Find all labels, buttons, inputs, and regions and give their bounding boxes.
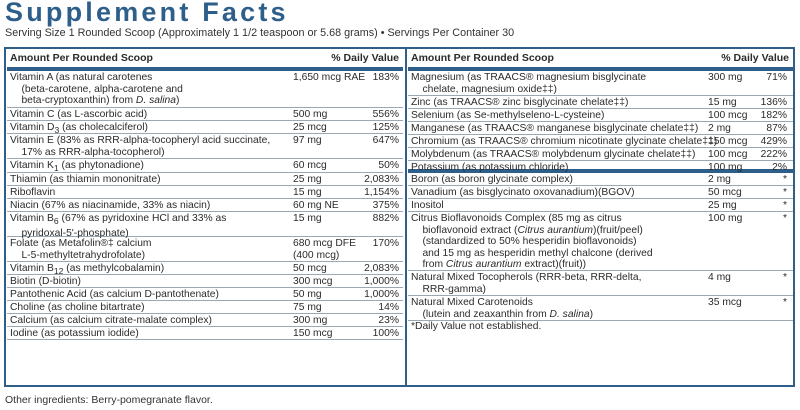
nutrient-name: Boron (as boron glycinate complex) <box>411 174 573 185</box>
nutrient-name: Folate (as Metafolin®‡ calcium L-5-methyltetrahydrofolate) <box>10 238 152 261</box>
nutrient-amount: 2 mg <box>708 123 731 134</box>
nutrient-amount: 97 mg <box>293 135 322 146</box>
nutrient-daily-value: * <box>782 187 787 198</box>
nutrient-amount: 50 mg <box>293 289 322 300</box>
mineral-row <box>408 148 793 161</box>
nutrient-name: Magnesium (as TRAACS® magnesium bisglycinate chelate, magnesium oxide‡‡) <box>411 72 647 95</box>
nutrient-amount: 50 mcg <box>708 187 742 198</box>
left-column <box>7 49 403 340</box>
nutrient-daily-value: 556% <box>372 109 399 120</box>
nutrient-name: Biotin (D-biotin) <box>10 276 81 287</box>
nutrient-amount: 15 mg <box>293 187 322 198</box>
nutrient-daily-value: 1,000% <box>364 289 399 300</box>
nutrient-amount: 25 mg <box>293 174 322 185</box>
nutrient-name: Manganese (as TRAACS® manganese bisglycinate chelate‡‡) <box>411 123 699 134</box>
nutrient-name: Vitamin E (83% as RRR-alpha-tocopheryl acid succinate, 17% as RRR-alpha-tocopherol) <box>10 135 271 158</box>
left-nutrient-row <box>7 314 403 327</box>
nutrient-daily-value: 182% <box>760 110 787 121</box>
nutrient-amount: 300 mg <box>708 72 743 83</box>
left-nutrient-row <box>7 301 403 314</box>
left-nutrient-row <box>7 159 403 173</box>
nutrient-daily-value: 2,083% <box>364 174 399 185</box>
nutrient-daily-value: 170% <box>372 238 399 249</box>
right-header <box>408 49 793 71</box>
amount-header: Amount Per Rounded Scoop <box>411 52 554 64</box>
nutrient-amount: 150 mcg <box>293 328 333 339</box>
nutrient-name: Citrus Bioflavonoids Complex (85 mg as citrus bioflavonoid extract (Citrus aurantium)(fruit/peel) (standardized to 50% hesperidin bioflavonoids) and 15 mg as hesperidin methyl chalcone (derived from Citrus aurantium extract)(fruit)) <box>411 213 653 270</box>
nutrient-amount: 15 mg <box>293 213 322 224</box>
nutrient-name: Zinc (as TRAACS® zinc bisglycinate chelate‡‡) <box>411 97 629 108</box>
nutrient-name: Vitamin $B_6$ (67% as pyridoxine HCl and 33% as pyridoxal-5'-phosphate) <box>10 213 227 239</box>
left-nutrient-row <box>7 262 403 275</box>
nutrient-daily-value: 1,154% <box>364 187 399 198</box>
nutrient-daily-value: 222% <box>760 149 787 160</box>
footnote: *Daily Value not established. <box>411 321 542 332</box>
nutrient-daily-value: 647% <box>372 135 399 146</box>
nutrient-amount: 100 mg <box>708 162 743 173</box>
left-nutrient-row <box>7 199 403 212</box>
nutrient-amount: 60 mcg <box>293 160 327 171</box>
nutrient-daily-value: 14% <box>378 302 399 313</box>
left-nutrient-row <box>7 237 403 262</box>
supplement-facts-panel <box>4 47 795 387</box>
left-header <box>7 49 403 71</box>
left-nutrient-row <box>7 121 403 134</box>
nutrient-name: Vitamin $D_3$ (as cholecalciferol) <box>10 122 148 136</box>
nutrient-name: Vitamin $B_{12}$ (as methylcobalamin) <box>10 263 165 277</box>
nutrient-daily-value: 50% <box>378 160 399 171</box>
nutrient-amount: 25 mcg <box>293 122 327 133</box>
other-ingredients: Other ingredients: Berry-pomegranate flavor. <box>5 394 213 406</box>
serving-info: Serving Size 1 Rounded Scoop (Approximately 1 1/2 teaspoon or 5.68 grams) • Servings Per Container 30 <box>5 27 515 39</box>
mineral-row <box>408 71 793 96</box>
nutrient-amount: 2 mg <box>708 174 731 185</box>
nutrient-daily-value: * <box>782 174 787 185</box>
nutrient-daily-value: 23% <box>378 315 399 326</box>
nutrient-daily-value: 375% <box>372 200 399 211</box>
left-nutrient-row <box>7 108 403 121</box>
nutrient-amount: 100 mcg <box>708 149 748 160</box>
nutrient-amount: 100 mcg <box>708 110 748 121</box>
left-nutrient-row <box>7 327 403 340</box>
nutrient-name: Thiamin (as thiamin mononitrate) <box>10 174 161 185</box>
nutrient-name: Riboflavin <box>10 187 56 198</box>
nutrient-amount: 500 mg <box>293 109 328 120</box>
nutrient-amount: 300 mcg <box>293 276 333 287</box>
nutrient-amount: 4 mg <box>708 272 731 283</box>
nutrient-daily-value: 2% <box>772 162 787 173</box>
right-column <box>408 49 793 337</box>
nutrient-daily-value: 1,000% <box>364 276 399 287</box>
nutrient-daily-value: 125% <box>372 122 399 133</box>
other-nutrient-row <box>408 271 793 296</box>
nutrient-name: Chromium (as TRAACS® chromium nicotinate glycinate chelate‡‡) <box>411 136 718 147</box>
nutrient-name: Natural Mixed Tocopherols (RRR-beta, RRR-delta, RRR-gamma) <box>411 272 642 295</box>
nutrient-daily-value: 87% <box>766 123 787 134</box>
nutrient-amount: 680 mcg DFE (400 mcg) <box>293 238 356 261</box>
nutrient-daily-value: 183% <box>372 72 399 83</box>
nutrient-name: Vitamin C (as L-ascorbic acid) <box>10 109 148 120</box>
nutrient-amount: 150 mcg <box>708 136 748 147</box>
nutrient-name: Choline (as choline bitartrate) <box>10 302 145 313</box>
nutrient-daily-value: * <box>782 200 787 211</box>
other-nutrient-row <box>408 173 793 186</box>
nutrient-name: Vitamin A (as natural carotenes (beta-carotene, alpha-carotene and beta-cryptoxanthin) from D. salina) <box>10 72 183 106</box>
nutrient-name: Natural Mixed Carotenoids (lutein and zeaxanthin from D. salina) <box>411 297 594 320</box>
daily-value-header: % Daily Value <box>331 52 399 64</box>
nutrient-amount: 300 mg <box>293 315 328 326</box>
other-nutrient-row <box>408 186 793 199</box>
nutrient-daily-value: * <box>782 297 787 308</box>
mineral-row <box>408 161 793 173</box>
nutrient-amount: 100 mg <box>708 213 743 224</box>
mineral-row <box>408 122 793 135</box>
nutrient-amount: 50 mcg <box>293 263 327 274</box>
nutrient-daily-value: 429% <box>760 136 787 147</box>
mineral-row <box>408 135 793 148</box>
nutrient-name: Vanadium (as bisglycinato oxovanadium)(BGOV) <box>411 187 635 198</box>
nutrient-amount: 35 mcg <box>708 297 742 308</box>
mineral-row <box>408 96 793 109</box>
left-nutrient-row <box>7 173 403 186</box>
nutrient-amount: 1,650 mcg RAE <box>293 72 366 83</box>
nutrient-name: Niacin (67% as niacinamide, 33% as niacin) <box>10 200 211 211</box>
nutrient-name: Inositol <box>411 200 444 211</box>
other-nutrient-row <box>408 199 793 212</box>
daily-value-header: % Daily Value <box>721 52 789 64</box>
nutrient-amount: 75 mg <box>293 302 322 313</box>
nutrient-daily-value: 882% <box>372 213 399 224</box>
nutrient-amount: 25 mg <box>708 200 737 211</box>
left-nutrient-row <box>7 288 403 301</box>
nutrient-name: Pantothenic Acid (as calcium D-pantothenate) <box>10 289 219 300</box>
nutrient-name: Selenium (as Se-methylseleno-L-cysteine) <box>411 110 605 121</box>
left-nutrient-row <box>7 134 403 159</box>
nutrient-daily-value: 136% <box>760 97 787 108</box>
left-nutrient-row <box>7 275 403 288</box>
other-nutrient-row <box>408 212 793 271</box>
column-divider <box>405 49 407 385</box>
left-nutrient-row <box>7 212 403 237</box>
nutrient-name: Vitamin $K_1$ (as phytonadione) <box>10 160 144 174</box>
left-nutrient-row <box>7 71 403 108</box>
nutrient-name: Potassium (as potassium chloride) <box>411 162 569 173</box>
other-nutrient-row <box>408 296 793 321</box>
mineral-row <box>408 109 793 122</box>
left-nutrient-row <box>7 186 403 199</box>
nutrient-name: Iodine (as potassium iodide) <box>10 328 139 339</box>
amount-header: Amount Per Rounded Scoop <box>10 52 153 64</box>
nutrient-daily-value: * <box>782 272 787 283</box>
nutrient-amount: 60 mg NE <box>293 200 339 211</box>
nutrient-amount: 15 mg <box>708 97 737 108</box>
nutrient-name: Molybdenum (as TRAACS® molybdenum glycinate chelate‡‡) <box>411 149 696 160</box>
nutrient-daily-value: 100% <box>372 328 399 339</box>
nutrient-daily-value: 2,083% <box>364 263 399 274</box>
nutrient-daily-value: 71% <box>766 72 787 83</box>
nutrient-name: Calcium (as calcium citrate-malate complex) <box>10 315 212 326</box>
panel-title: Supplement Facts <box>5 0 289 27</box>
nutrient-daily-value: * <box>782 213 787 224</box>
